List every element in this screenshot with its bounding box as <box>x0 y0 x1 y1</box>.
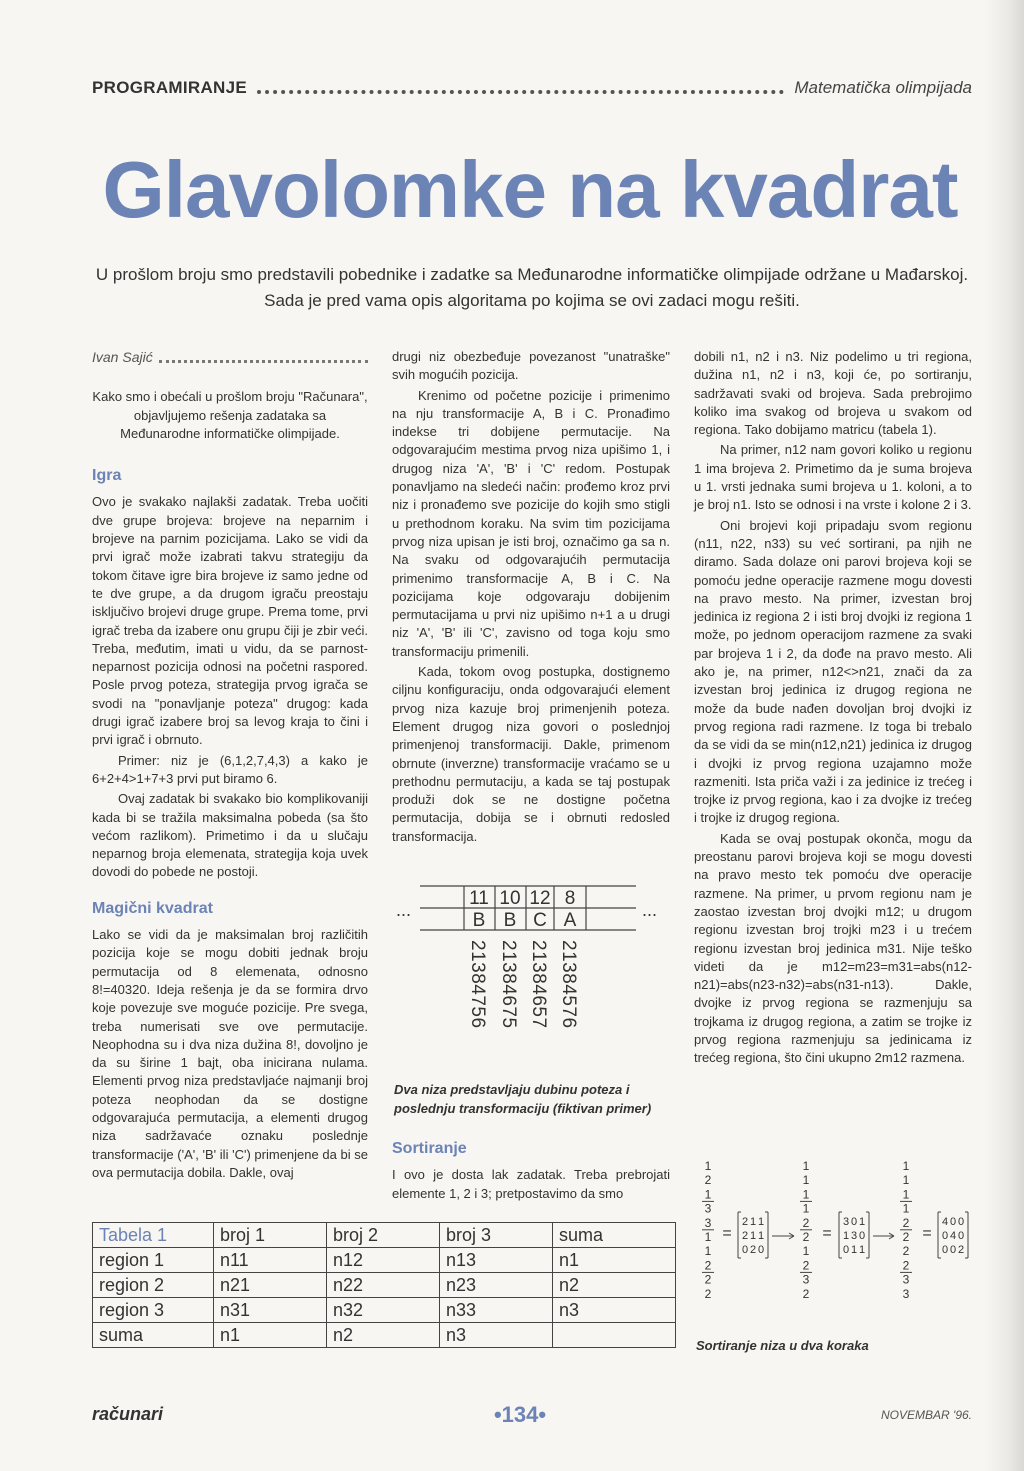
table-cell: region 3 <box>93 1298 214 1323</box>
sort-seq-digit: 1 <box>704 1230 712 1244</box>
table-row <box>93 1298 676 1323</box>
heading-igra: Igra <box>92 467 122 485</box>
matrix-digit: 0 <box>957 1230 965 1242</box>
matrix-digit: 0 <box>757 1244 765 1256</box>
sort-seq-digit: 2 <box>902 1244 910 1259</box>
table-cell: n1 <box>553 1248 676 1273</box>
table-cell: n3 <box>440 1323 553 1348</box>
table-cell: n21 <box>214 1273 327 1298</box>
matrix-digit: 2 <box>749 1244 757 1256</box>
sort-seq-digit: 2 <box>902 1230 910 1244</box>
sort-seq-digit: 3 <box>704 1201 712 1216</box>
matrix-digit: 1 <box>757 1216 765 1228</box>
table-header-cell: Tabela 1 <box>93 1223 214 1248</box>
equals-sign: = <box>722 1225 732 1242</box>
table-cell: n1 <box>214 1323 327 1348</box>
table-cell: n3 <box>553 1298 676 1323</box>
table-cell: n13 <box>440 1248 553 1273</box>
author-line <box>92 348 368 366</box>
sort-seq-digit: 2 <box>704 1286 712 1301</box>
matrix-digit: 1 <box>850 1244 858 1256</box>
sortiranje-block <box>392 1140 670 1203</box>
page-edge-shadow <box>984 0 1024 1471</box>
matrix-digit: 0 <box>941 1230 949 1242</box>
col2-paragraph: drugi niz obezbeđuje povezanost "unatraške" svih mogućih pozicija. <box>392 349 670 383</box>
table-cell: n2 <box>553 1273 676 1298</box>
col2-paragraph: Kada, tokom ovog postupka, dostignemo ciljnu konfiguraciju, onda odgovarajući element prvog niza kazuje broj primenjenih poteza. Element drugog niza govori o poslednjoj primenjenoj transformaciji. Dakle, primenom obrnute (inverzne) transformacije vraćamo se u prethodnu permutaciju, a kada se taj postupak produži dok se ne dostigne početna permutacija, dobija se i obrnuti redosled transformacija. <box>392 664 670 844</box>
column-2 <box>392 348 670 848</box>
sort-seq-digit: 2 <box>902 1215 910 1230</box>
matrix-digit: 0 <box>858 1230 866 1242</box>
perm-caption: Dva niza predstavljaju dubinu poteza i poslednju transformaciju (fiktivan primer) <box>394 1082 652 1116</box>
perm-letter: A <box>563 910 577 931</box>
col3-paragraph: Kada se ovaj postupak okonča, mogu da preostanu parovi brojeva koji se mogu dovesti na pravo mesto tek pomoću dve operacije razmene. Na primer, u prvom regionu nam je zaostao izvestan broj dvojki m12; u drugom regionu izvestan broj trojki m23 i u trećem regionu izvestan broj jedinica m31. Nije teško videti da je m12=m23=m31=abs(n12-n21)=abs(n23-n32)=abs(n31-n13). Dakle, dvojke iz prvog regiona se razmenjuju sa trojkama iz drugog regiona, a zatim se trojke iz prvog regiona razmenjuju sa jedinicama iz trećeg regiona, što čini ukupno 2m12 razmena. <box>694 830 972 1066</box>
sort-seq-digit: 1 <box>802 1201 810 1216</box>
sort-seq-digit: 1 <box>802 1159 810 1173</box>
matrix-digit: 4 <box>949 1230 957 1242</box>
table-header-cell: suma <box>553 1223 676 1248</box>
equals-sign: = <box>822 1225 832 1242</box>
perm-number: 10 <box>499 888 521 909</box>
sort-seq-digit: 1 <box>902 1187 910 1202</box>
table-1 <box>92 1222 676 1348</box>
table-cell: n33 <box>440 1298 553 1323</box>
footer-issue: NOVEMBAR '96. <box>881 1408 972 1422</box>
header-dots <box>257 90 784 94</box>
table-cell: n2 <box>327 1323 440 1348</box>
heading-magicni-kvadrat: Magični kvadrat <box>92 899 213 917</box>
footer-page-number: •134• <box>493 1402 547 1427</box>
perm-column: 21384576 <box>558 940 579 1029</box>
matrix-digit: 3 <box>842 1216 850 1228</box>
table-row <box>93 1273 676 1298</box>
sort-seq-digit: 1 <box>704 1244 712 1259</box>
matrix-digit: 3 <box>850 1230 858 1242</box>
perm-column: 21384657 <box>528 940 549 1029</box>
sort-seq-digit: 2 <box>802 1230 810 1244</box>
table-cell: suma <box>93 1323 214 1348</box>
table-header-cell: broj 2 <box>327 1223 440 1248</box>
equals-sign: = <box>922 1225 932 1242</box>
col3-paragraph: dobili n1, n2 i n3. Niz podelimo u tri regiona, dužina n1, n2 i n3, koji će, po sortiranju, sadržavati svaki od brojeva. Sada prebrojimo koliko ima svakog od brojeva u svakom od regiona. Tako dobijamo matricu (tabela 1). <box>694 349 972 438</box>
sort-seq-digit: 1 <box>802 1244 810 1259</box>
table-cell: n22 <box>327 1273 440 1298</box>
sort-seq-digit: 2 <box>704 1258 712 1273</box>
sorting-diagram <box>694 1158 972 1306</box>
permutation-diagram <box>392 884 672 1064</box>
table-cell: region 2 <box>93 1273 214 1298</box>
author-dots <box>159 360 368 363</box>
matrix-digit: 4 <box>941 1216 949 1228</box>
perm-letter: B <box>472 910 486 931</box>
perm-number: 8 <box>564 888 576 909</box>
matrix-digit: 0 <box>957 1216 965 1228</box>
matrix-digit: 1 <box>858 1244 866 1256</box>
sort-seq-digit: 1 <box>802 1173 810 1188</box>
igra-paragraph: Ovo je svakako najlakši zadatak. Treba uočiti dve grupe brojeva: brojeve na neparnim i brojeve na parnim pozicijama. Lako se vidi da prvi igrač može izabrati takvu strategiju da tokom čitave igre bira brojeve iz samo jedne od te dve grupe, a da drugom igraču preostaju isključivo brojevi druge grupe. Prema tome, prvi igrač treba da izabere onu grupu čiji je zbir veći. Treba, međutim, imati u vidu, da se parnost-neparnost pozicija odnosi na početni raspored. Posle prvog poteza, strategija prvog igrača se svodi na "ponavljanje poteza" drugog: kada drugi igrač izabere broj sa levog kraja to čini i prvi igrač i obrnuto. <box>92 494 368 748</box>
sortiranje-paragraph: I ovo je dosta lak zadatak. Treba prebrojati elemente 1, 2 i 3; pretpostavimo da smo <box>392 1167 670 1201</box>
matrix-digit: 0 <box>949 1216 957 1228</box>
column-3 <box>694 348 972 1070</box>
sort-seq-digit: 1 <box>802 1187 810 1202</box>
sort-seq-digit: 1 <box>704 1187 712 1202</box>
table-header-cell: broj 1 <box>214 1223 327 1248</box>
table-cell <box>553 1323 676 1348</box>
table-cell: n31 <box>214 1298 327 1323</box>
sort-seq-digit: 3 <box>704 1215 712 1230</box>
sorting-figure <box>694 1158 972 1306</box>
sort-seq-digit: 3 <box>902 1272 910 1287</box>
matrix-digit: 1 <box>858 1216 866 1228</box>
header-topic: Matematička olimpijada <box>794 78 972 97</box>
perm-column: 21384675 <box>498 940 519 1029</box>
sort-seq-digit: 2 <box>704 1173 712 1188</box>
col3-paragraph: Oni brojevi koji pripadaju svom regionu (n11, n22, n33) su već sortirani, pa njih ne diramo. Sada dolaze oni parovi brojeva koji se pomoću jedne operacije razmene mogu dovesti na pravo mesto. Na primer, izvestan broj jedinica iz regiona 2 i isti broj dvojki iz regiona 1 može, po jednom operacijom razmene za svaki par brojeva 1 i 2, da dođe na pravo mesto. Ali ako je, na primer, n12<>n21, znači da za izvestan broj jedinica iz drugog regiona ne može da bude nađen dovoljan broj dvojki iz prvog regiona radi razmene. Iz toga bi trebalo da se vidi da se min(n12,n21) jedinica iz drugog i dvojki iz prvog regiona uzajamno može razmeniti. Ista priča važi i za jedinice iz trećeg i trojke iz prvog regiona, kao i za dvojke iz trećeg i trojke iz drugog regiona. <box>694 517 972 826</box>
header-section: PROGRAMIRANJE <box>92 78 248 97</box>
matrix-digit: 0 <box>850 1216 858 1228</box>
column-1 <box>92 348 368 1184</box>
perm-ellipsis-left: ... <box>396 900 412 920</box>
table-header-row <box>93 1223 676 1248</box>
sort-seq-digit: 3 <box>802 1272 810 1287</box>
matrix-digit: 2 <box>957 1244 965 1256</box>
perm-letter: B <box>503 910 517 931</box>
sort-seq-digit: 1 <box>704 1159 712 1173</box>
table-header-cell: broj 3 <box>440 1223 553 1248</box>
matrix-digit: 1 <box>749 1230 757 1242</box>
table-cell: n12 <box>327 1248 440 1273</box>
matrix-digit: 0 <box>741 1244 749 1256</box>
col3-paragraph: Na primer, n12 nam govori koliko u regionu 1 ima brojeva 2. Primetimo da je suma brojeva u 1. vrsti jednaka sumi brojeva u 1. koloni, a to je broj n1. Isto se odnosi i na vrste i kolone 2 i 3. <box>694 442 972 513</box>
footer-magazine: računari <box>92 1404 164 1424</box>
sort-seq-digit: 3 <box>902 1286 910 1301</box>
matrix-digit: 1 <box>842 1230 850 1242</box>
article-lead: U prošlom broju smo predstavili pobednike i zadatke sa Međunarodne informatičke olimpijade održane u Mađarskoj. Sada je pred vama opis algoritama po kojima se ovi zadaci mogu rešiti. <box>95 265 969 310</box>
table-cell: n23 <box>440 1273 553 1298</box>
abstract: Kako smo i obećali u prošlom broju "Računara", objavljujemo rešenja zadataka sa Međunarodne informatičke olimpijade. <box>92 389 368 441</box>
sort-seq-digit: 2 <box>902 1258 910 1273</box>
table-cell: n11 <box>214 1248 327 1273</box>
heading-sortiranje: Sortiranje <box>392 1140 467 1157</box>
matrix-digit: 2 <box>741 1230 749 1242</box>
table-cell: n32 <box>327 1298 440 1323</box>
table-cell: region 1 <box>93 1248 214 1273</box>
sort-seq-digit: 1 <box>902 1159 910 1173</box>
table-row <box>93 1248 676 1273</box>
magicni-paragraph: Lako se vidi da je maksimalan broj različitih pozicija koje se mogu dobiti jednak broju permutacija od 8 elemenata, odnosno 8!=40320. Ideja rešenja je da se formira drvo koje povezuje sve moguće pozicije. Pre svega, treba numerisati sve ove permutacije. Neophodna su i dva niza dužina 8!, dovoljno je da su širine 1 bajt, oba inicirana nulama. Elementi prvog niza predstavljaće najmanji broj poteza neophodan da se dostigne odgovarajuća permutacija, a elementi drugog niza sadržavaće oznaku poslednje transformacije ('A', 'B' ili 'C') primenjene da bi se ova permutacija dobila. Dakle, ovaj <box>92 927 368 1180</box>
sort-seq-digit: 2 <box>704 1272 712 1287</box>
sort-seq-digit: 2 <box>802 1215 810 1230</box>
running-header <box>92 76 972 100</box>
sort-seq-digit: 1 <box>902 1173 910 1188</box>
matrix-digit: 1 <box>757 1230 765 1242</box>
matrix-digit: 0 <box>941 1244 949 1256</box>
perm-number: 12 <box>529 888 551 909</box>
matrix-digit: 2 <box>741 1216 749 1228</box>
sort-caption: Sortiranje niza u dva koraka <box>696 1338 869 1353</box>
perm-ellipsis-right: ... <box>642 900 658 920</box>
igra-paragraph: Primer: niz je (6,1,2,7,4,3) a kako je 6+2+4>1+7+3 prvi put biramo 6. <box>92 752 368 786</box>
perm-number: 11 <box>469 888 489 909</box>
col2-paragraph: Krenimo od početne pozicije i primenimo na nju transformacije A, B i C. Pronađimo indekse tri dobijene permutacije. Na odgovarajućim mestima prvog niza upišimo 1, i drugog niza 'A', 'B' i 'C' redom. Postupak ponavljamo na sledeći način: prođemo kroz prvi niz i pronađemo sve pozicije do kojih smo stigli u prethodnom koraku. Na svim tim pozicijama prvog niza upisan je isti broj, označimo ga sa n. Na svaku od odgovarajućih permutacija primenimo transformacije A, B i C. Na pozicijama koje odgovaraju dobijenim permutacijama u prvi niz upišimo n+1 a u drugi niz 'A', 'B' ili 'C', zavisno od toga koju smo transformaciju primenili. <box>392 387 670 659</box>
matrix-digit: 0 <box>842 1244 850 1256</box>
table-row <box>93 1323 676 1348</box>
sort-seq-digit: 1 <box>902 1201 910 1216</box>
perm-column: 21384756 <box>467 940 488 1029</box>
sort-seq-digit: 2 <box>802 1258 810 1273</box>
sort-seq-digit: 2 <box>802 1286 810 1301</box>
article-title: Glavolomke na kvadrat <box>102 145 958 234</box>
author-name: Ivan Sajić <box>92 349 153 365</box>
matrix-digit: 1 <box>749 1216 757 1228</box>
perm-letter: C <box>533 910 547 931</box>
permutation-figure <box>392 884 672 1064</box>
igra-paragraph: Ovaj zadatak bi svakako bio komplikovaniji kada bi se tražila maksimalna pobeda (sa što većom razlikom). Primetimo i da u slučaju neparnog broja elemenata, strategija koja uvek dovodi do pobede ne postoji. <box>92 791 368 880</box>
matrix-digit: 0 <box>949 1244 957 1256</box>
